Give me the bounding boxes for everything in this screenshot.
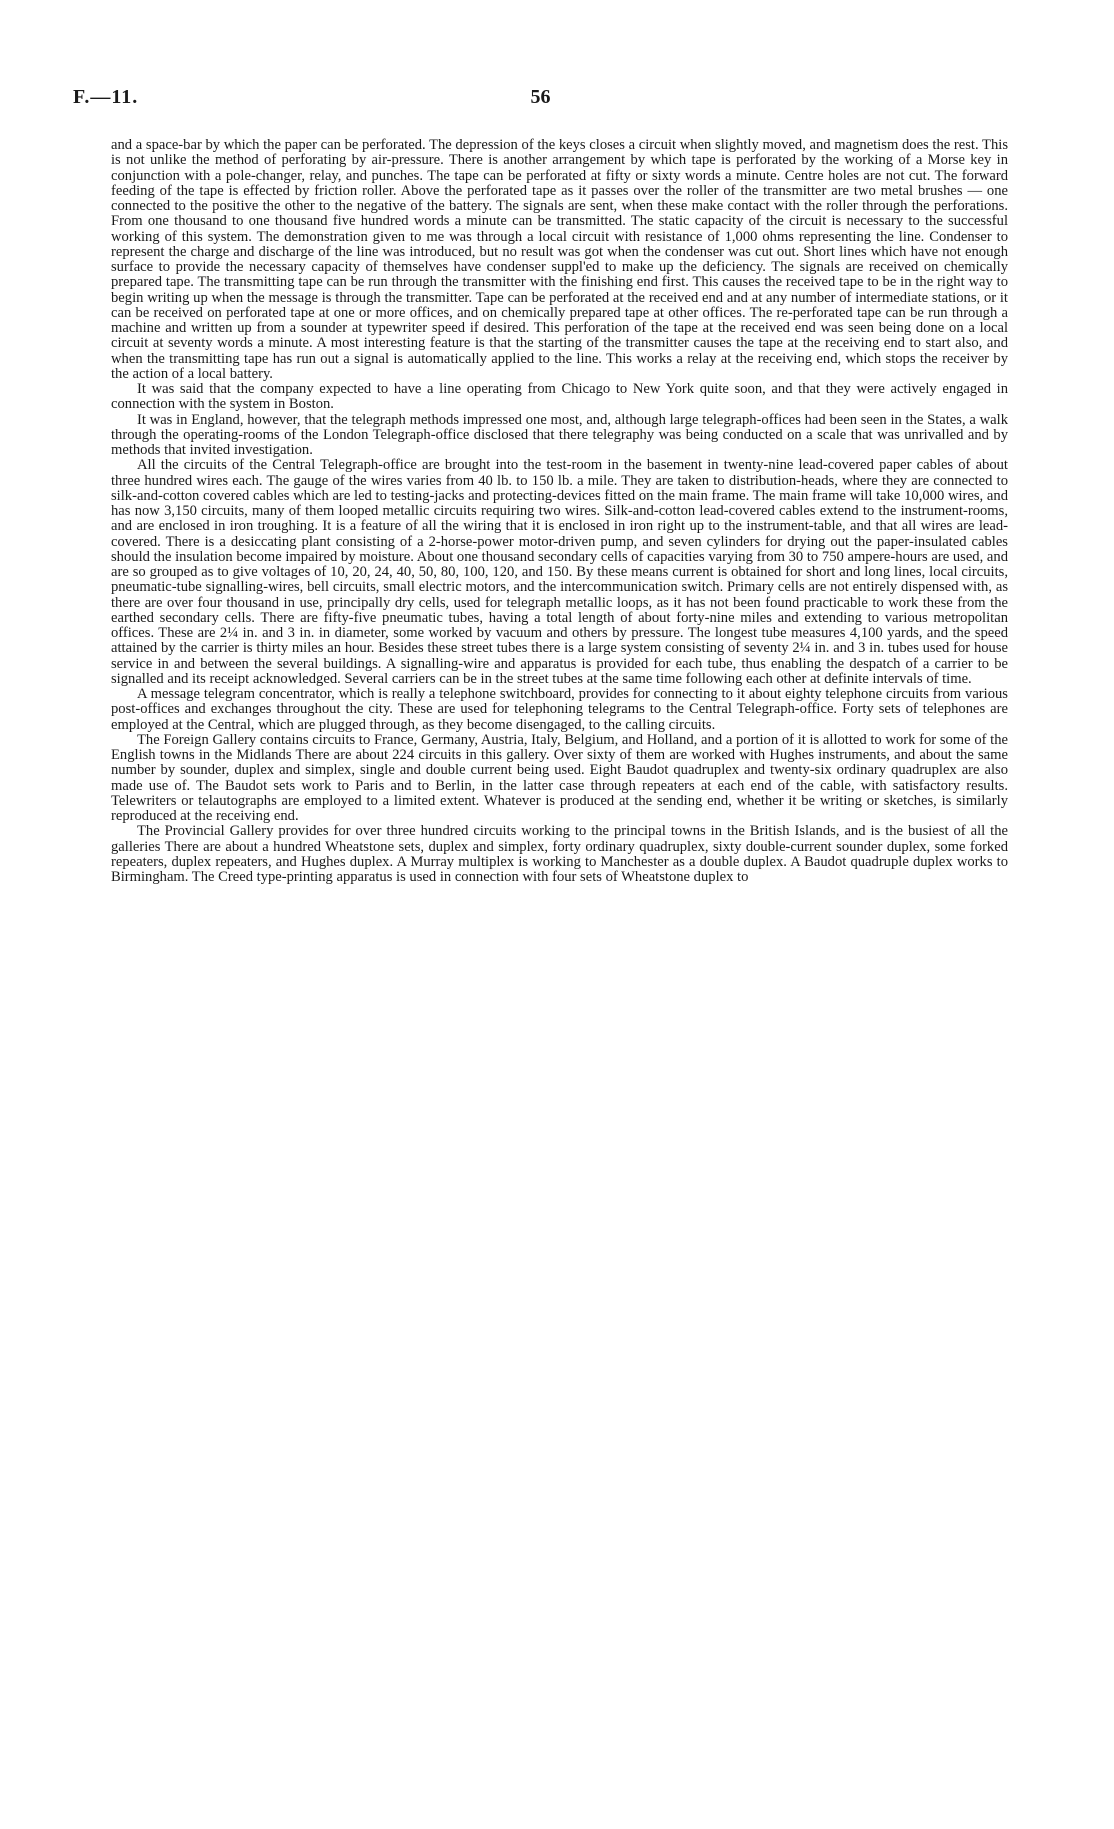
body-text bbox=[111, 138, 1008, 885]
paragraph: and a space-bar by which the paper can be perforated. The depression of the keys closes a circuit when slightly moved, and magnetism does the rest. This is not unlike the method of perforating by air-pressure. There is another arrangement by which tape is perforated by the working of a Morse key in conjunction with a pole-changer, relay, and punches. The tape can be perforated at fifty or sixty words a minute. Centre holes are not cut. The forward feeding of the tape is effected by friction roller. Above the perforated tape as it passes over the roller of the transmitter are two metal brushes — one connected to the positive the other to the negative of the battery. The signals are sent, when these make contact with the roller through the perforations. From one thousand to one thousand five hundred words a minute can be transmitted. The static capacity of the circuit is necessary to the successful working of this system. The demonstration given to me was through a local circuit with resistance of 1,000 ohms representing the line. Condenser to represent the charge and discharge of the line was introduced, but no result was got when the condenser was cut out. Short lines which have not enough surface to provide the necessary capacity of themselves have condenser suppl'ed to make up the deficiency. The signals are received on chemically prepared tape. The transmitting tape can be run through the transmitter with the finishing end first. This causes the received tape to be in the right way to begin writing up when the message is through the transmitter. Tape can be perforated at the received end and at any number of intermediate stations, or it can be received on perforated tape at one or more offices, and on chemically prepared tape at other offices. The re-perforated tape can be run through a machine and written up from a sounder at typewriter speed if desired. This perforation of the tape at the received end was seen being done on a local circuit at seventy words a minute. A most interesting feature is that the starting of the transmitter causes the tape at the receiving end to start also, and when the transmitting tape has run out a signal is automatically applied to the line. This works a relay at the receiving end, which stops the receiver by the action of a local battery. bbox=[111, 137, 1008, 382]
paragraph: A message telegram concentrator, which is really a telephone switchboard, provides for connecting to it about eighty telephone circuits from various post-offices and exchanges throughout the city. These are used for telephoning telegrams to the Central Telegraph-office. Forty sets of telephones are employed at the Central, which are plugged through, as they become disengaged, to the calling circuits. bbox=[111, 686, 1008, 733]
document-reference: F.—11. bbox=[73, 86, 139, 108]
paragraph: It was said that the company expected to have a line operating from Chicago to New York quite soon, and that they were actively engaged in connection with the system in Boston. bbox=[111, 381, 1008, 413]
page-number: 56 bbox=[530, 86, 551, 108]
paragraph: All the circuits of the Central Telegraph-office are brought into the test-room in the basement in twenty-nine lead-covered paper cables of about three hundred wires each. The gauge of the wires varies from 40 lb. to 150 lb. a mile. They are taken to distribution-heads, where they are connected to silk-and-cotton covered cables which are led to testing-jacks and protecting-devices fitted on the main frame. The main frame will take 10,000 wires, and has now 3,150 circuits, many of them looped metallic circuits requiring two wires. Silk-and-cotton lead-covered cables extend to the instrument-rooms, and are enclosed in iron troughing. It is a feature of all the wiring that it is enclosed in iron right up to the instrument-table, and that all wires are lead-covered. There is a desiccating plant consisting of a 2-horse-power motor-driven pump, and seven cylinders for drying out the paper-insulated cables should the insulation become impaired by moisture. About one thousand secondary cells of capacities varying from 30 to 750 ampere-hours are used, and are so grouped as to give voltages of 10, 20, 24, 40, 50, 80, 100, 120, and 150. By these means current is obtained for short and long lines, local circuits, pneumatic-tube signalling-wires, bell circuits, small electric motors, and the intercommunication switch. Primary cells are not entirely dispensed with, as there are over four thousand in use, principally dry cells, used for telegraph metallic loops, as it has not been found practicable to work these from the earthed secondary cells. There are fifty-five pneumatic tubes, having a total length of about forty-nine miles and extending to various metropolitan offices. These are 2¼ in. and 3 in. in diameter, some worked by vacuum and others by pressure. The longest tube measures 4,100 yards, and the speed attained by the carrier is thirty miles an hour. Besides these street tubes there is a large system consisting of seventy 2¼ in. and 3 in. tubes used for house service in and between the several buildings. A signalling-wire and apparatus is provided for each tube, thus enabling the despatch of a carrier to be signalled and its receipt acknowledged. Several carriers can be in the street tubes at the same time following each other at definite intervals of time. bbox=[111, 457, 1008, 687]
paragraph: It was in England, however, that the telegraph methods impressed one most, and, although large telegraph-offices had been seen in the States, a walk through the operating-rooms of the London Telegraph-office disclosed that there telegraphy was being conducted on a scale that was unrivalled and by methods that invited investigation. bbox=[111, 411, 1008, 458]
paragraph: The Foreign Gallery contains circuits to France, Germany, Austria, Italy, Belgium, and Holland, and a portion of it is allotted to work for some of the English towns in the Midlands There are about 224 circuits in this gallery. Over sixty of them are worked with Hughes instruments, and about the same number by sounder, duplex and simplex, single and double current being used. Eight Baudot quadruplex and twenty-six ordinary quadruplex are also made use of. The Baudot sets work to Paris and to Berlin, in the latter case through repeaters at each end of the cable, with satisfactory results. Telewriters or telautographs are employed to a limited extent. Whatever is produced at the sending end, whether it be writing or sketches, is similarly reproduced at the receiving end. bbox=[111, 731, 1008, 824]
page-header bbox=[73, 86, 1008, 114]
paragraph: The Provincial Gallery provides for over three hundred circuits working to the principal towns in the British Islands, and is the busiest of all the galleries There are about a hundred Wheatstone sets, duplex and simplex, forty ordinary quadruplex, sixty double-current sounder duplex, some forked repeaters, duplex repeaters, and Hughes duplex. A Murray multiplex is working to Manchester as a double duplex. A Baudot quadruple duplex works to Birmingham. The Creed type-printing apparatus is used in connection with four sets of Wheatstone duplex to bbox=[111, 823, 1008, 885]
